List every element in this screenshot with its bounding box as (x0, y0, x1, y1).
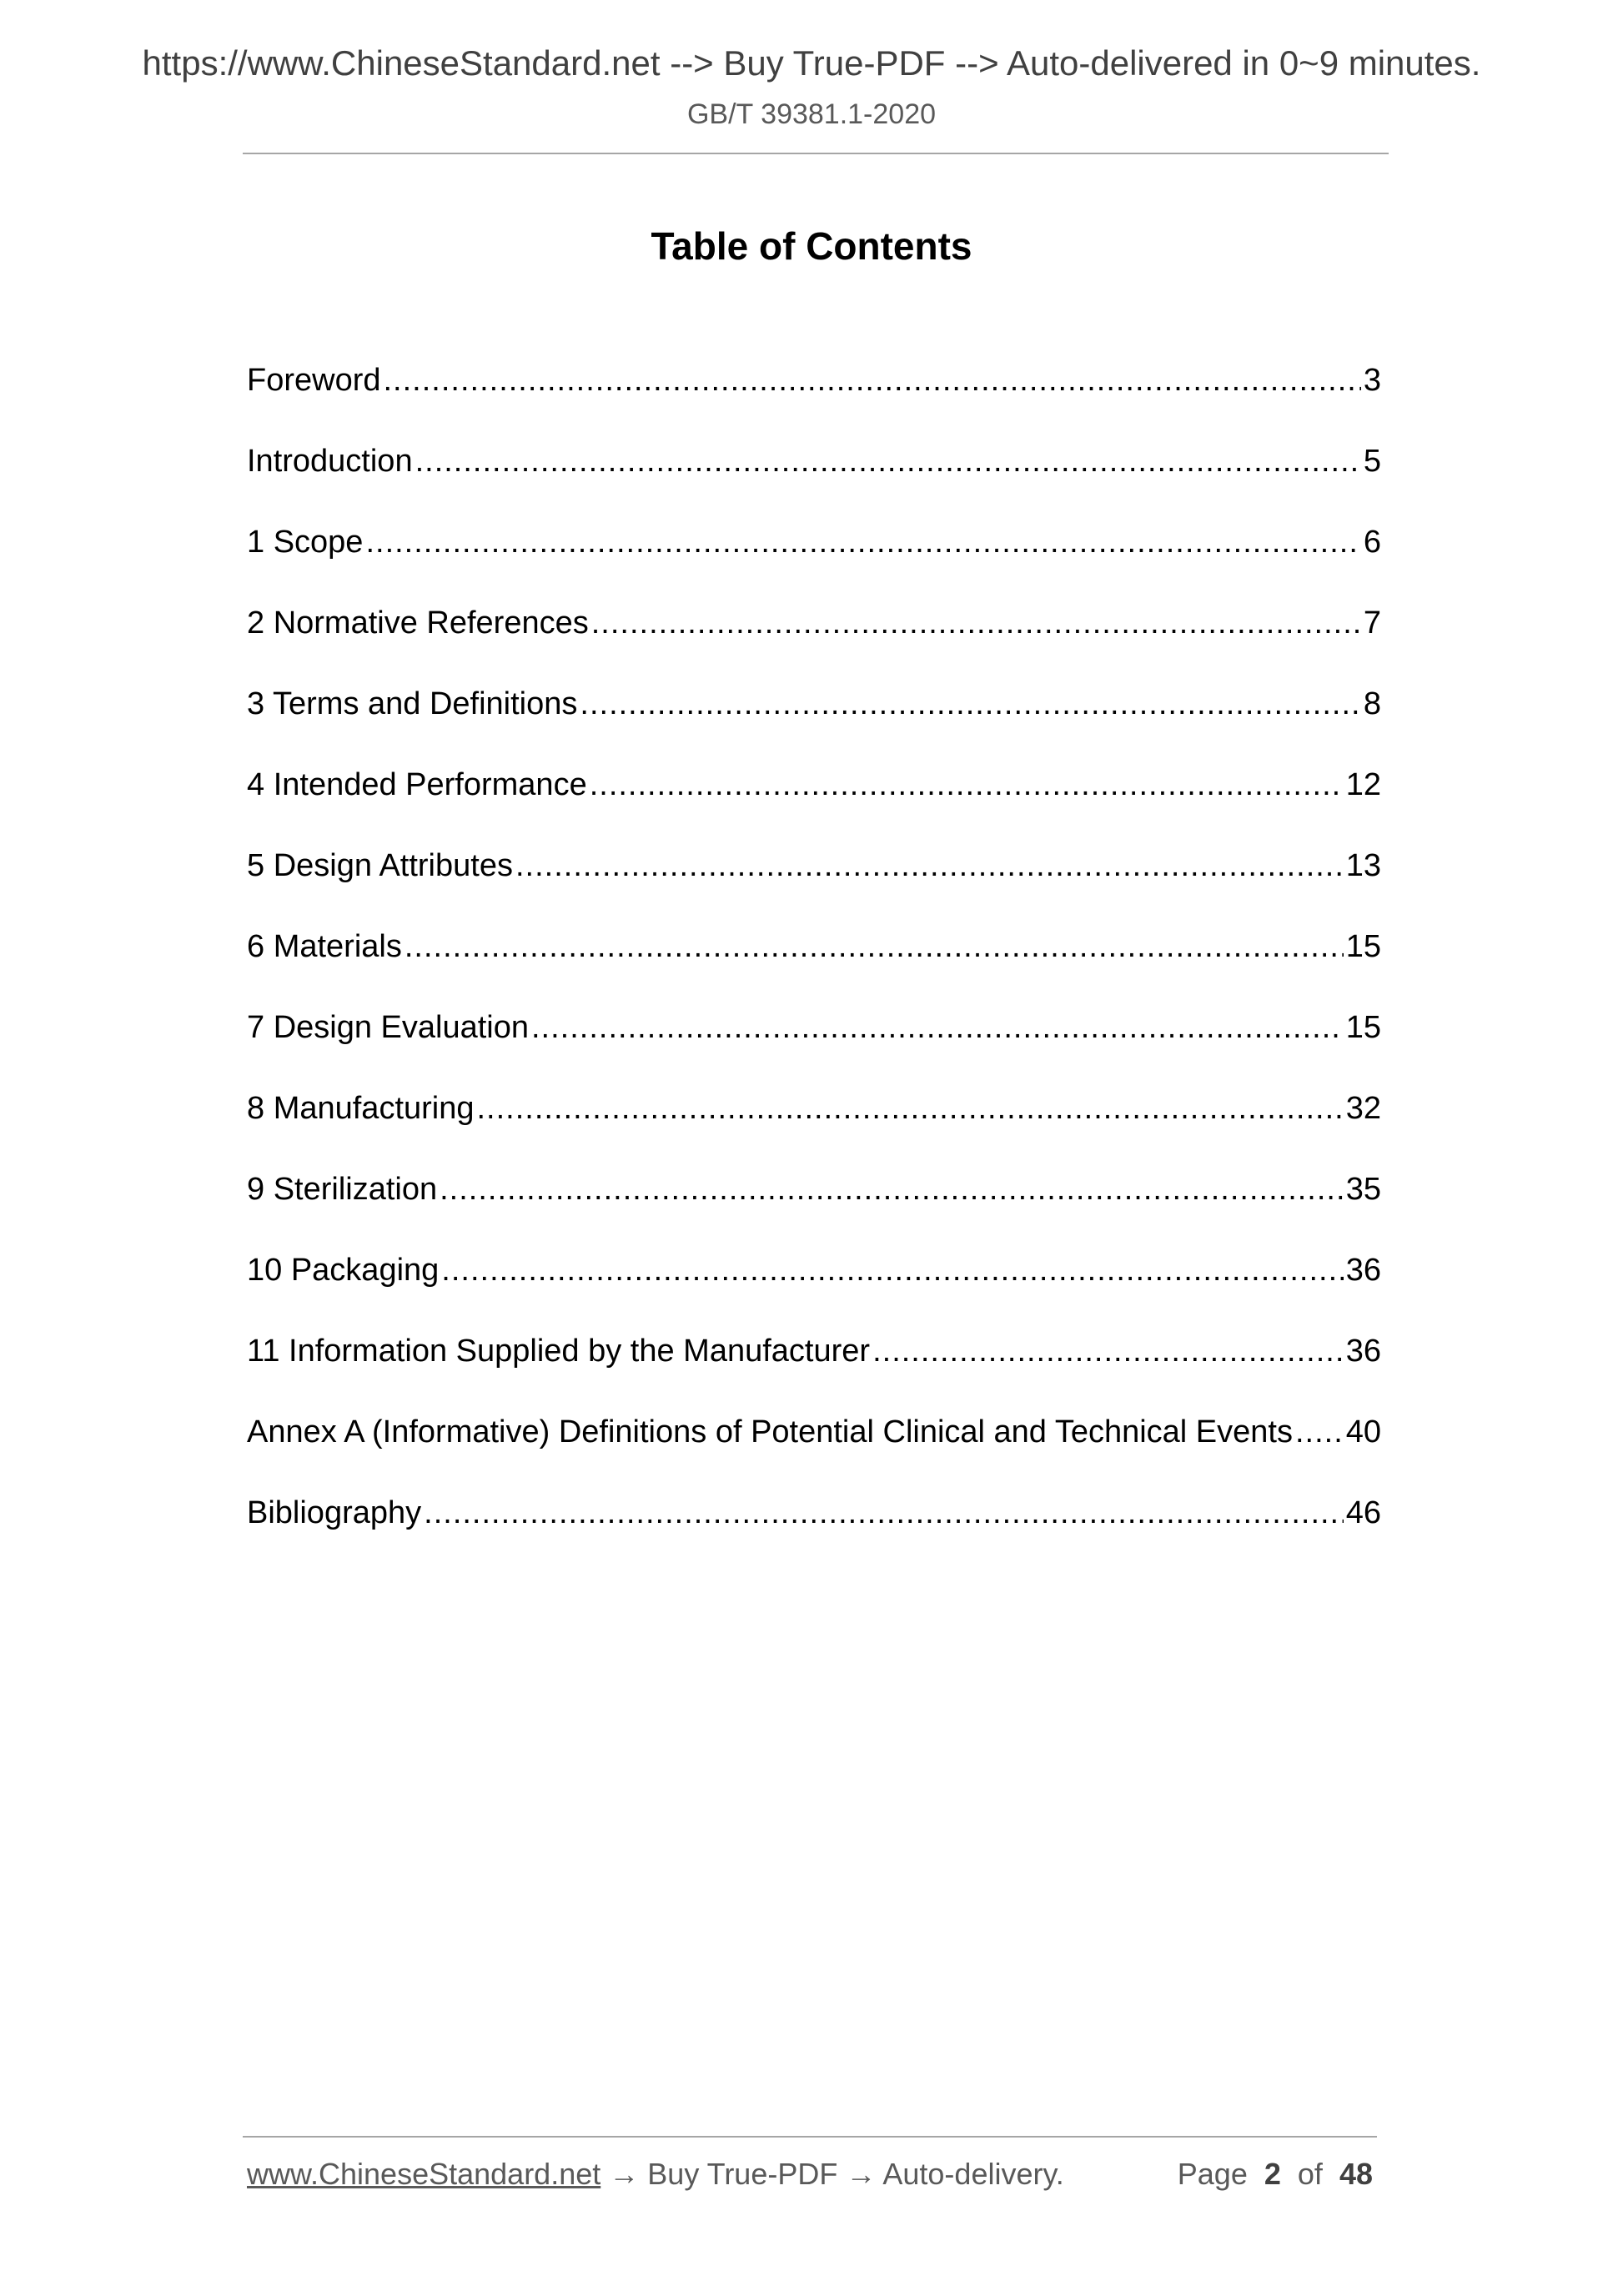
toc-entry-design-evaluation[interactable] (247, 1006, 1381, 1087)
toc-entry-page: 32 (1345, 1091, 1381, 1126)
toc-entry-page: 15 (1345, 1010, 1381, 1045)
dot-leader (365, 520, 1360, 564)
page-current: 2 (1264, 2157, 1281, 2191)
toc-entry-label: Introduction (247, 444, 413, 479)
toc-entry-manufacturing[interactable] (247, 1087, 1381, 1168)
toc-entry-label: Foreword (247, 363, 381, 398)
dot-leader (591, 601, 1361, 645)
dot-leader (441, 1248, 1343, 1292)
arrow-right-icon: → (846, 2157, 877, 2191)
toc-entry-information-supplied[interactable] (247, 1329, 1381, 1410)
toc-entry-page: 6 (1363, 525, 1381, 560)
toc-list (247, 359, 1381, 1572)
toc-entry-page: 8 (1363, 686, 1381, 721)
toc-entry-page: 40 (1345, 1414, 1381, 1449)
toc-entry-page: 36 (1345, 1253, 1381, 1288)
toc-entry-bibliography[interactable] (247, 1491, 1381, 1572)
dot-leader (580, 682, 1360, 726)
toc-entry-label: Bibliography (247, 1495, 422, 1530)
buy-text: Buy True-PDF (647, 2157, 838, 2191)
page-number (1178, 2157, 1373, 2192)
header-divider (243, 153, 1389, 154)
toc-entry-page: 15 (1345, 929, 1381, 964)
toc-entry-materials[interactable] (247, 925, 1381, 1006)
toc-entry-terms-and-definitions[interactable] (247, 682, 1381, 763)
dot-leader (384, 359, 1361, 402)
toc-entry-label: 1 Scope (247, 525, 364, 560)
toc-entry-page: 7 (1363, 605, 1381, 641)
toc-entry-label: 9 Sterilization (247, 1172, 438, 1207)
toc-entry-annex-a[interactable] (247, 1410, 1381, 1491)
dot-leader (590, 763, 1344, 806)
standard-code: GB/T 39381.1-2020 (686, 98, 937, 130)
dot-leader (477, 1087, 1344, 1130)
delivery-text: Auto-delivery. (882, 2157, 1064, 2191)
dot-leader (515, 844, 1344, 887)
dot-leader (404, 925, 1344, 968)
toc-entry-page: 3 (1363, 363, 1381, 398)
arrow-right-icon: → (609, 2157, 640, 2191)
toc-entry-design-attributes[interactable] (247, 844, 1381, 925)
toc-entry-label: 7 Design Evaluation (247, 1010, 529, 1045)
site-link[interactable]: www.ChineseStandard.net (247, 2157, 601, 2191)
toc-entry-page: 35 (1345, 1172, 1381, 1207)
toc-entry-label: 4 Intended Performance (247, 767, 587, 802)
toc-entry-introduction[interactable] (247, 440, 1381, 520)
toc-entry-packaging[interactable] (247, 1248, 1381, 1329)
toc-title: Table of Contents (651, 224, 972, 268)
toc-entry-page: 36 (1345, 1334, 1381, 1369)
toc-entry-normative-references[interactable] (247, 601, 1381, 682)
toc-entry-sterilization[interactable] (247, 1168, 1381, 1248)
dot-leader (531, 1006, 1344, 1049)
dot-leader (415, 440, 1361, 483)
toc-entry-label: 11 Information Supplied by the Manufacturer (247, 1334, 871, 1369)
toc-entry-page: 46 (1345, 1495, 1381, 1530)
footer-divider (243, 2136, 1377, 2138)
toc-entry-page: 13 (1345, 848, 1381, 883)
toc-entry-label: 5 Design Attributes (247, 848, 513, 883)
page-total: 48 (1339, 2157, 1373, 2191)
toc-entry-label: 6 Materials (247, 929, 402, 964)
toc-entry-label: 2 Normative References (247, 605, 589, 641)
toc-entry-intended-performance[interactable] (247, 763, 1381, 844)
top-banner: https://www.ChineseStandard.net --> Buy True-PDF --> Auto-delivered in 0~9 minutes. (142, 43, 1481, 83)
dot-leader (872, 1329, 1344, 1373)
toc-entry-label: 8 Manufacturing (247, 1091, 475, 1126)
toc-entry-page: 5 (1363, 444, 1381, 479)
toc-entry-foreword[interactable] (247, 359, 1381, 440)
toc-entry-label: Annex A (Informative) Definitions of Potential Clinical and Technical Events (247, 1414, 1293, 1449)
toc-entry-label: 10 Packaging (247, 1253, 440, 1288)
dot-leader (424, 1491, 1344, 1535)
toc-entry-label: 3 Terms and Definitions (247, 686, 578, 721)
toc-entry-scope[interactable] (247, 520, 1381, 601)
dot-leader (1295, 1410, 1344, 1454)
dot-leader (440, 1168, 1344, 1211)
of-label: of (1297, 2157, 1323, 2191)
page-label: Page (1177, 2157, 1248, 2191)
toc-entry-page: 12 (1345, 767, 1381, 802)
footer-promo (247, 2157, 1064, 2192)
